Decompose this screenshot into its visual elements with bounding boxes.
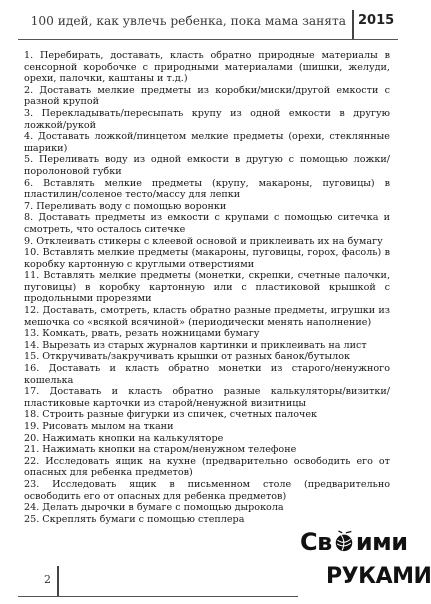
- logo-line-1: [300, 528, 410, 556]
- list-item: 10. Вставлять мелкие предметы (макароны, пуговицы, горох, фасоль) в коробку картонную с круглыми отверстиями: [24, 247, 390, 270]
- list-item: 24. Делать дырочки в бумаге с помощью дырокола: [24, 502, 284, 514]
- list-item: 15. Откручивать/закручивать крышки от разных банок/бутылок: [24, 351, 351, 363]
- header-rule: [18, 39, 398, 40]
- list-item: 3. Перекладывать/пересыпать крупу из одной емкости в другую ложкой/рукой: [24, 107, 390, 131]
- list-item: 5. Переливать воду из одной емкости в другую с помощью ложки/поролоновой губки: [24, 154, 390, 177]
- list-item: 8. Доставать предметы из емкости с крупами с помощью ситечка и смотреть, что осталось ситечке: [24, 212, 390, 235]
- list-item: 9. Отклеивать стикеры с клеевой основой и приклеивать их на бумагу: [24, 235, 383, 247]
- list-item: 12. Доставать, смотреть, класть обратно разные предметы, игрушки из мешочка со «всякой всячиной» (периодически менять наполнение): [24, 305, 390, 328]
- list-item: 25. Скреплять бумаги с помощью степлера: [24, 513, 245, 525]
- list-item: 20. Нажимать кнопки на калькуляторе: [24, 432, 224, 444]
- list-item: 17. Доставать и класть обратно разные калькуляторы/визитки/пластиковые карточки из старой/ненужной визитницы: [24, 386, 390, 409]
- header-divider: [352, 10, 354, 40]
- list-item: 11. Вставлять мелкие предметы (монетки, скрепки, счетные палочки, пуговицы) в коробку картонную или с пластиковой крышкой с продольными прорезями: [24, 270, 390, 305]
- page-number: 2: [44, 573, 51, 586]
- list-item: 2. Доставать мелкие предметы из коробки/миски/другой емкости с разной крупой: [24, 84, 390, 108]
- list-item: 14. Вырезать из старых журналов картинки и приклеивать на лист: [24, 339, 367, 351]
- yarn-ball-icon: [333, 531, 355, 553]
- logo-text-end: ими: [355, 528, 408, 556]
- header-year: 2015: [358, 13, 395, 28]
- page-header: [0, 0, 416, 42]
- list-item: 18. Строить разные фигурки из спичек, счетных палочек: [24, 409, 317, 421]
- list-item: 13. Комкать, рвать, резать ножницами бумагу: [24, 328, 260, 340]
- footer-rule: [18, 596, 298, 597]
- list-item: 6. Вставлять мелкие предметы (крупу, макароны, пуговицы) в пластилин/соленое тесто/массу для лепки: [24, 177, 390, 201]
- list-item: 4. Доставать ложкой/пинцетом мелкие предметы (орехи, стеклянные шарики): [24, 131, 390, 154]
- logo-line-2: РУКАМИ: [326, 564, 431, 589]
- list-item: 7. Переливать воду с помощью воронки: [24, 200, 227, 212]
- ideas-list: [24, 50, 390, 525]
- list-item: 22. Исследовать ящик на кухне (предварительно освободить его от опасных для ребенка предметов): [24, 455, 390, 479]
- footer-divider: [57, 566, 59, 596]
- list-item: 1. Перебирать, доставать, класть обратно природные материалы в сенсорной коробочке с природными материалами (шишки, желуди, орехи, палочки, каштаны и т.д.): [24, 50, 390, 85]
- brand-logo: [300, 528, 431, 598]
- list-item: 16. Доставать и класть обратно монетки из старого/ненужного кошелька: [24, 363, 390, 386]
- list-item: 23. Исследовать ящик в письменном столе (предварительно освободить его от опасных для ребенка предметов): [24, 478, 390, 502]
- logo-text-start: Св: [300, 528, 332, 556]
- header-title: 100 идей, как увлечь ребенка, пока мама занята: [30, 14, 346, 28]
- list-item: 21. Нажимать кнопки на старом/ненужном телефоне: [24, 444, 297, 456]
- list-item: 19. Рисовать мылом на ткани: [24, 421, 174, 432]
